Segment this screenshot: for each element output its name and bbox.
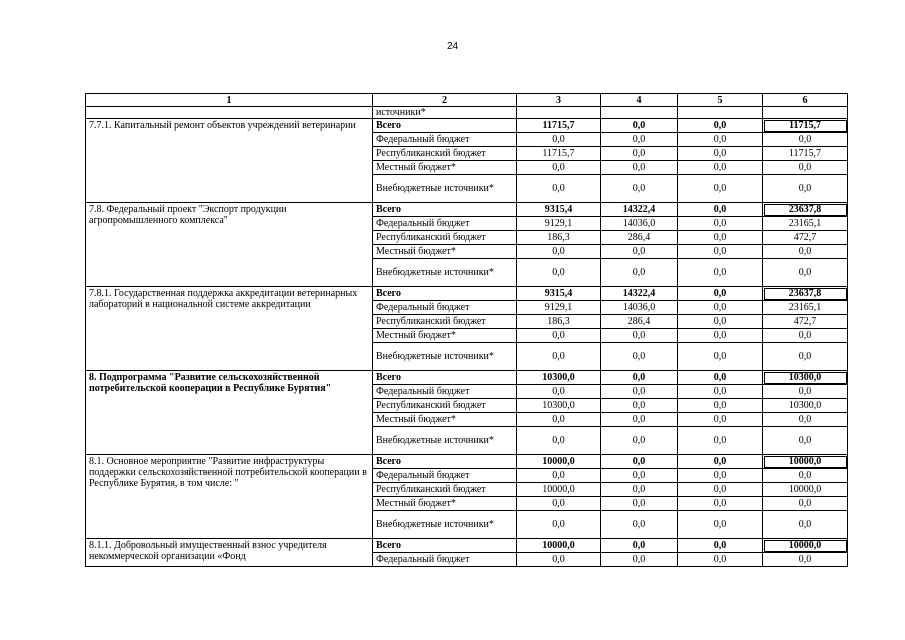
value-cell: 14322,4 bbox=[601, 203, 678, 217]
funding-source: Всего bbox=[373, 119, 517, 133]
value-cell: 0,0 bbox=[763, 343, 848, 371]
value-cell: 0,0 bbox=[517, 413, 601, 427]
value-cell: 0,0 bbox=[678, 413, 763, 427]
value-cell: 0,0 bbox=[601, 371, 678, 385]
value-cell: 0,0 bbox=[763, 133, 848, 147]
value-cell: 0,0 bbox=[678, 203, 763, 217]
value-cell: 23165,1 bbox=[763, 217, 848, 231]
funding-source: Федеральный бюджет bbox=[373, 469, 517, 483]
value-cell: 10300,0 bbox=[517, 399, 601, 413]
value-cell: 186,3 bbox=[517, 231, 601, 245]
value-cell: 23165,1 bbox=[763, 301, 848, 315]
table-row bbox=[86, 371, 848, 385]
value-cell: 10300,0 bbox=[763, 371, 848, 385]
value-cell: 472,7 bbox=[763, 315, 848, 329]
value-cell: 0,0 bbox=[601, 539, 678, 553]
funding-source: Республиканский бюджет bbox=[373, 231, 517, 245]
value-cell: 0,0 bbox=[678, 119, 763, 133]
funding-source: Внебюджетные источники* bbox=[373, 175, 517, 203]
value-cell: 9315,4 bbox=[517, 287, 601, 301]
value-cell: 0,0 bbox=[601, 147, 678, 161]
page-number: 24 bbox=[446, 41, 459, 52]
source-cell: источники* bbox=[373, 107, 517, 119]
value-cell: 9129,1 bbox=[517, 217, 601, 231]
value-cell: 0,0 bbox=[678, 329, 763, 343]
value-cell: 0,0 bbox=[678, 371, 763, 385]
value-cell: 286,4 bbox=[601, 315, 678, 329]
value-cell: 0,0 bbox=[678, 231, 763, 245]
value-cell: 0,0 bbox=[763, 413, 848, 427]
column-header: 3 bbox=[517, 94, 601, 107]
funding-source: Республиканский бюджет bbox=[373, 399, 517, 413]
value-cell: 186,3 bbox=[517, 315, 601, 329]
value-cell: 0,0 bbox=[601, 455, 678, 469]
value-cell: 0,0 bbox=[763, 245, 848, 259]
funding-source: Федеральный бюджет bbox=[373, 301, 517, 315]
value-cell: 0,0 bbox=[763, 329, 848, 343]
funding-source: Местный бюджет* bbox=[373, 413, 517, 427]
value-cell: 0,0 bbox=[601, 119, 678, 133]
funding-source: Федеральный бюджет bbox=[373, 217, 517, 231]
value-cell: 23637,8 bbox=[763, 203, 848, 217]
value-cell: 0,0 bbox=[601, 511, 678, 539]
value-cell: 9315,4 bbox=[517, 203, 601, 217]
value-cell: 0,0 bbox=[517, 553, 601, 567]
value-cell: 0,0 bbox=[763, 497, 848, 511]
funding-source: Федеральный бюджет bbox=[373, 553, 517, 567]
value-cell: 11715,7 bbox=[517, 147, 601, 161]
value-cell: 0,0 bbox=[517, 329, 601, 343]
table-row bbox=[86, 539, 848, 553]
value-cell: 0,0 bbox=[678, 301, 763, 315]
value-cell: 10000,0 bbox=[517, 483, 601, 497]
continuation-row bbox=[86, 107, 848, 119]
column-header: 4 bbox=[601, 94, 678, 107]
value-cell: 0,0 bbox=[601, 329, 678, 343]
value-cell: 0,0 bbox=[678, 427, 763, 455]
value-cell: 0,0 bbox=[763, 385, 848, 399]
funding-source: Местный бюджет* bbox=[373, 497, 517, 511]
value-cell: 0,0 bbox=[763, 427, 848, 455]
value-cell: 0,0 bbox=[601, 385, 678, 399]
table-row bbox=[86, 203, 848, 217]
column-header: 1 bbox=[86, 94, 373, 107]
value-cell: 0,0 bbox=[678, 497, 763, 511]
value-cell: 0,0 bbox=[601, 245, 678, 259]
value-cell: 14322,4 bbox=[601, 287, 678, 301]
name-cell bbox=[86, 107, 373, 119]
value-cell: 0,0 bbox=[601, 259, 678, 287]
value-cell: 10000,0 bbox=[517, 455, 601, 469]
value-cell: 0,0 bbox=[678, 343, 763, 371]
value-cell: 0,0 bbox=[601, 399, 678, 413]
funding-source: Всего bbox=[373, 455, 517, 469]
value-cell: 0,0 bbox=[517, 427, 601, 455]
value-cell: 0,0 bbox=[601, 553, 678, 567]
table-row bbox=[86, 119, 848, 133]
value-cell: 0,0 bbox=[678, 455, 763, 469]
value-cell: 0,0 bbox=[601, 497, 678, 511]
funding-source: Местный бюджет* bbox=[373, 329, 517, 343]
value-cell: 14036,0 bbox=[601, 301, 678, 315]
funding-source: Всего bbox=[373, 371, 517, 385]
value-cell: 0,0 bbox=[601, 343, 678, 371]
value-cell: 0,0 bbox=[517, 469, 601, 483]
value-cell: 0,0 bbox=[678, 133, 763, 147]
value-cell: 0,0 bbox=[601, 427, 678, 455]
value-cell: 0,0 bbox=[517, 161, 601, 175]
funding-source: Внебюджетные источники* bbox=[373, 343, 517, 371]
value-cell: 0,0 bbox=[678, 553, 763, 567]
funding-source: Всего bbox=[373, 287, 517, 301]
header-row bbox=[86, 94, 848, 107]
value-cell: 0,0 bbox=[678, 259, 763, 287]
column-header: 5 bbox=[678, 94, 763, 107]
value-cell: 14036,0 bbox=[601, 217, 678, 231]
value-cell: 0,0 bbox=[763, 161, 848, 175]
value-cell: 0,0 bbox=[601, 469, 678, 483]
value-cell: 0,0 bbox=[601, 483, 678, 497]
section-name: 7.7.1. Капитальный ремонт объектов учреждений ветеринарии bbox=[86, 119, 373, 203]
value-cell: 11715,7 bbox=[763, 119, 848, 133]
funding-source: Республиканский бюджет bbox=[373, 315, 517, 329]
section-name: 8.1.1. Добровольный имущественный взнос учредителя некоммерческой организации «Фонд bbox=[86, 539, 373, 567]
funding-source: Республиканский бюджет bbox=[373, 147, 517, 161]
value-cell: 0,0 bbox=[678, 469, 763, 483]
budget-table bbox=[85, 93, 848, 567]
value-cell: 0,0 bbox=[678, 385, 763, 399]
value-cell: 0,0 bbox=[517, 133, 601, 147]
section-name: 7.8.1. Государственная поддержка аккредитации ветеринарных лабораторий в национальной системе аккредитации bbox=[86, 287, 373, 371]
value-cell: 0,0 bbox=[678, 511, 763, 539]
value-cell: 0,0 bbox=[517, 497, 601, 511]
funding-source: Местный бюджет* bbox=[373, 245, 517, 259]
value-cell: 0,0 bbox=[601, 133, 678, 147]
value-cell: 0,0 bbox=[678, 399, 763, 413]
value-cell: 0,0 bbox=[763, 259, 848, 287]
value-cell: 472,7 bbox=[763, 231, 848, 245]
value-cell: 0,0 bbox=[517, 385, 601, 399]
value-cell: 10300,0 bbox=[763, 399, 848, 413]
value-cell: 0,0 bbox=[517, 175, 601, 203]
value-cell: 0,0 bbox=[763, 553, 848, 567]
column-header: 2 bbox=[373, 94, 517, 107]
section-name: 7.8. Федеральный проект "Экспорт продукции агропромышленного комплекса" bbox=[86, 203, 373, 287]
value-cell: 0,0 bbox=[517, 245, 601, 259]
value-cell: 286,4 bbox=[601, 231, 678, 245]
value-cell: 0,0 bbox=[678, 287, 763, 301]
value-cell: 23637,8 bbox=[763, 287, 848, 301]
section-name: 8.1. Основное мероприятие "Развитие инфраструктуры поддержки сельскохозяйственной потребительской кооперации в Республике Бурятия, в том числе: " bbox=[86, 455, 373, 539]
funding-source: Внебюджетные источники* bbox=[373, 259, 517, 287]
value-cell: 0,0 bbox=[601, 161, 678, 175]
value-cell: 10000,0 bbox=[763, 483, 848, 497]
column-header: 6 bbox=[763, 94, 848, 107]
value-cell: 10000,0 bbox=[763, 539, 848, 553]
value-cell: 11715,7 bbox=[763, 147, 848, 161]
value-cell: 0,0 bbox=[678, 161, 763, 175]
value-cell: 0,0 bbox=[678, 539, 763, 553]
value-cell: 0,0 bbox=[678, 315, 763, 329]
funding-source: Внебюджетные источники* bbox=[373, 427, 517, 455]
value-cell: 0,0 bbox=[517, 259, 601, 287]
value-cell: 0,0 bbox=[601, 413, 678, 427]
value-cell: 0,0 bbox=[678, 245, 763, 259]
table-row bbox=[86, 287, 848, 301]
funding-source: Всего bbox=[373, 203, 517, 217]
value-cell: 0,0 bbox=[763, 469, 848, 483]
value-cell: 10000,0 bbox=[517, 539, 601, 553]
value-cell: 0,0 bbox=[517, 343, 601, 371]
funding-source: Всего bbox=[373, 539, 517, 553]
funding-source: Местный бюджет* bbox=[373, 161, 517, 175]
value-cell: 10300,0 bbox=[517, 371, 601, 385]
value-cell: 0,0 bbox=[678, 147, 763, 161]
value-cell: 0,0 bbox=[763, 511, 848, 539]
value-cell: 9129,1 bbox=[517, 301, 601, 315]
funding-source: Федеральный бюджет bbox=[373, 133, 517, 147]
table-row bbox=[86, 455, 848, 469]
funding-source: Внебюджетные источники* bbox=[373, 511, 517, 539]
section-name: 8. Подпрограмма "Развитие сельскохозяйственной потребительской кооперации в Республике Бурятия" bbox=[86, 371, 373, 455]
value-cell: 10000,0 bbox=[763, 455, 848, 469]
value-cell: 0,0 bbox=[678, 217, 763, 231]
funding-source: Республиканский бюджет bbox=[373, 483, 517, 497]
value-cell: 0,0 bbox=[763, 175, 848, 203]
value-cell: 0,0 bbox=[678, 483, 763, 497]
funding-source: Федеральный бюджет bbox=[373, 385, 517, 399]
value-cell: 11715,7 bbox=[517, 119, 601, 133]
value-cell: 0,0 bbox=[517, 511, 601, 539]
value-cell: 0,0 bbox=[601, 175, 678, 203]
value-cell: 0,0 bbox=[678, 175, 763, 203]
